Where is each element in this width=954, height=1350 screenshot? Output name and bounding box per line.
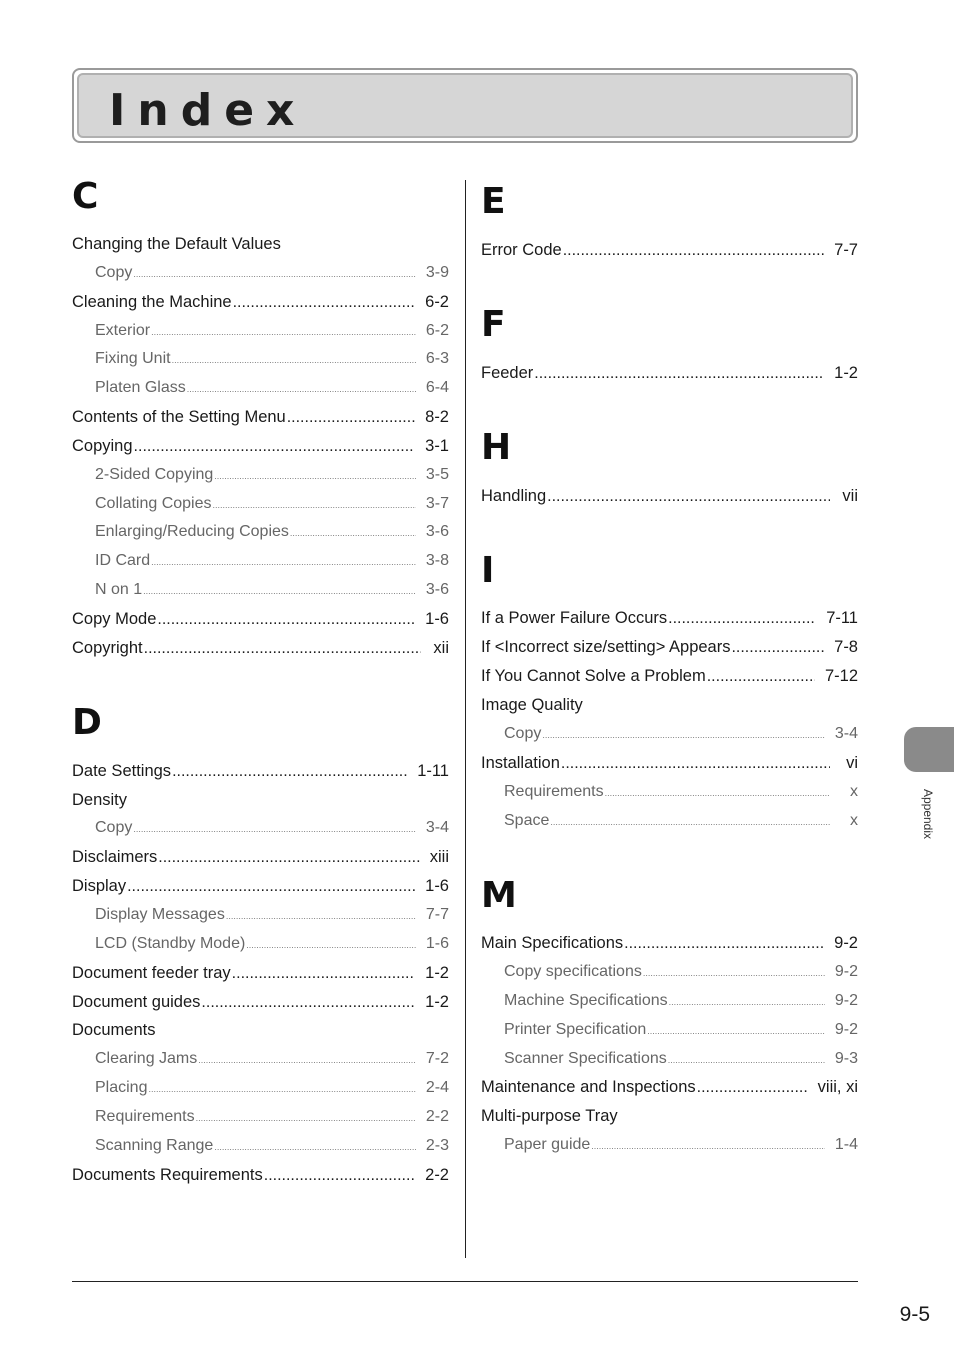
entry-page: 1-11 (417, 762, 449, 780)
leader-dots (668, 1047, 825, 1073)
entry-page: 2-3 (425, 1137, 449, 1154)
section-letter-i: I (481, 550, 495, 591)
entry-label: Scanner Specifications (504, 1050, 667, 1067)
leader-dots (158, 845, 419, 871)
entry-page: 6-4 (425, 379, 449, 396)
index-entry[interactable] (481, 360, 858, 386)
column-divider (465, 180, 466, 1258)
entry-label: Changing the Default Values (72, 235, 281, 253)
entry-label: Copy specifications (504, 963, 642, 980)
leader-dots (133, 261, 416, 287)
index-subentry[interactable] (95, 519, 449, 545)
index-entry[interactable] (72, 1162, 449, 1188)
entry-label: Requirements (504, 783, 604, 800)
leader-dots (697, 1075, 808, 1101)
index-subentry[interactable] (504, 1017, 858, 1043)
index-subentry[interactable] (95, 375, 449, 401)
index-subentry[interactable] (95, 462, 449, 488)
entry-label: 2-Sided Copying (95, 466, 214, 483)
index-subentry[interactable] (504, 808, 858, 834)
index-subentry[interactable] (95, 346, 449, 372)
index-entry[interactable] (481, 634, 858, 660)
entry-label: Disclaimers (72, 848, 158, 866)
entry-page: 3-6 (425, 523, 449, 540)
entry-page: 7-2 (425, 1050, 449, 1067)
entry-page: 3-1 (425, 437, 449, 455)
index-entry[interactable] (72, 787, 449, 813)
entry-page: 3-7 (425, 495, 449, 512)
index-subentry[interactable] (95, 260, 449, 286)
index-entry[interactable] (481, 483, 858, 509)
title-banner-inner (77, 73, 853, 138)
leader-dots (563, 238, 824, 264)
entry-page: 1-2 (425, 993, 449, 1011)
leader-dots (561, 751, 830, 777)
entry-page: 3-4 (425, 819, 449, 836)
entry-page: 3-8 (425, 552, 449, 569)
entry-label: Error Code (481, 241, 562, 259)
section-letter-h: H (481, 427, 512, 468)
entry-label: ID Card (95, 552, 151, 569)
leader-dots (151, 319, 416, 345)
entry-page: 1-2 (834, 364, 858, 382)
leader-dots (542, 722, 825, 748)
index-subentry[interactable] (504, 988, 858, 1014)
entry-label: Multi-purpose Tray (481, 1107, 618, 1125)
leader-dots (232, 961, 415, 987)
index-entry[interactable] (481, 1103, 858, 1129)
leader-dots (290, 520, 416, 546)
leader-dots (591, 1133, 825, 1159)
index-subentry[interactable] (504, 1046, 858, 1072)
index-entry[interactable] (72, 606, 449, 632)
leader-dots (127, 874, 415, 900)
leader-dots (157, 607, 415, 633)
index-subentry[interactable] (95, 1104, 449, 1130)
entry-label: Platen Glass (95, 379, 186, 396)
page-number: 9-5 (899, 1303, 930, 1326)
entry-label: Document feeder tray (72, 964, 231, 982)
index-entry[interactable] (72, 758, 449, 784)
entry-label: If <Incorrect size/setting> Appears (481, 638, 731, 656)
entry-label: Requirements (95, 1108, 195, 1125)
index-entry[interactable] (72, 844, 449, 870)
entry-page: 7-12 (824, 667, 858, 685)
entry-label: Documents Requirements (72, 1166, 263, 1184)
entry-label: Date Settings (72, 762, 172, 780)
index-entry[interactable] (481, 692, 858, 718)
entry-label: Feeder (481, 364, 534, 382)
section-letter-c: C (72, 176, 99, 217)
index-entry[interactable] (481, 1074, 858, 1100)
leader-dots (550, 809, 830, 835)
index-entry[interactable] (481, 930, 858, 956)
index-subentry[interactable] (504, 779, 858, 805)
leader-dots (133, 816, 416, 842)
leader-dots (605, 780, 830, 806)
index-subentry[interactable] (95, 902, 449, 928)
entry-label: Fixing Unit (95, 350, 171, 367)
entry-label: LCD (Standby Mode) (95, 935, 246, 952)
entry-label: Copy (504, 725, 542, 742)
index-subentry[interactable] (95, 548, 449, 574)
entry-label: Copy (95, 819, 133, 836)
entry-page: 1-4 (834, 1136, 858, 1153)
entry-label: Copy Mode (72, 610, 157, 628)
leader-dots (624, 931, 824, 957)
entry-page: 1-6 (425, 877, 449, 895)
index-subentry[interactable] (95, 491, 449, 517)
entry-label: If a Power Failure Occurs (481, 609, 668, 627)
entry-page: 9-2 (834, 1021, 858, 1038)
entry-page: 9-2 (834, 992, 858, 1009)
index-subentry[interactable] (95, 1075, 449, 1101)
entry-label: Copyright (72, 639, 143, 657)
entry-label: Scanning Range (95, 1137, 214, 1154)
entry-label: Exterior (95, 322, 151, 339)
leader-dots (214, 463, 416, 489)
leader-dots (264, 1163, 415, 1189)
leader-dots (707, 664, 815, 690)
entry-label: Machine Specifications (504, 992, 668, 1009)
entry-label: Display Messages (95, 906, 225, 923)
index-entry[interactable] (72, 404, 449, 430)
leader-dots (233, 290, 416, 316)
entry-page: 7-7 (834, 241, 858, 259)
entry-page: 7-7 (425, 906, 449, 923)
entry-label: Enlarging/Reducing Copies (95, 523, 289, 540)
section-letter-m: M (481, 875, 517, 916)
entry-label: Collating Copies (95, 495, 212, 512)
index-entry[interactable] (72, 433, 449, 459)
entry-page: 7-11 (826, 609, 858, 627)
index-subentry[interactable] (504, 721, 858, 747)
leader-dots (226, 903, 416, 929)
entry-label: Contents of the Setting Menu (72, 408, 286, 426)
entry-page: 9-2 (834, 963, 858, 980)
entry-page: x (850, 812, 858, 829)
index-entry[interactable] (481, 663, 858, 689)
entry-label: N on 1 (95, 581, 143, 598)
index-entry[interactable] (72, 231, 449, 257)
index-subentry[interactable] (95, 815, 449, 841)
entry-label: Density (72, 791, 128, 809)
leader-dots (143, 578, 416, 604)
entry-page: x (850, 783, 858, 800)
index-entry[interactable] (72, 1017, 449, 1043)
leader-dots (669, 989, 825, 1015)
section-letter-f: F (481, 304, 506, 345)
entry-label: Image Quality (481, 696, 583, 714)
entry-label: Copy (95, 264, 133, 281)
entry-page: 9-3 (834, 1050, 858, 1067)
entry-page: 2-4 (425, 1079, 449, 1096)
entry-label: If You Cannot Solve a Problem (481, 667, 706, 685)
leader-dots (246, 932, 416, 958)
entry-page: 6-2 (425, 293, 449, 311)
index-entry[interactable] (72, 635, 449, 661)
entry-page: 6-3 (425, 350, 449, 367)
entry-label: Main Specifications (481, 934, 624, 952)
leader-dots (144, 636, 421, 662)
leader-dots (647, 1018, 825, 1044)
section-letter-d: D (72, 702, 102, 743)
entry-page: 1-2 (425, 964, 449, 982)
index-entry[interactable] (72, 960, 449, 986)
leader-dots (148, 1076, 415, 1102)
entry-page: vi (846, 754, 858, 772)
entry-label: Copying (72, 437, 133, 455)
entry-page: 3-9 (425, 264, 449, 281)
index-entry[interactable] (72, 873, 449, 899)
leader-dots (196, 1105, 416, 1131)
index-entry[interactable] (481, 750, 858, 776)
title-banner (72, 68, 858, 143)
leader-dots (198, 1047, 416, 1073)
leader-dots (534, 361, 824, 387)
entry-page: 1-6 (425, 610, 449, 628)
entry-label: Maintenance and Inspections (481, 1078, 696, 1096)
leader-dots (151, 549, 416, 575)
entry-label: Space (504, 812, 550, 829)
entry-page: xii (433, 639, 449, 657)
entry-page: 7-8 (834, 638, 858, 656)
entry-page: 6-2 (425, 322, 449, 339)
entry-page: 9-2 (834, 934, 858, 952)
entry-page: 3-5 (425, 466, 449, 483)
entry-page: 2-2 (425, 1108, 449, 1125)
entry-page: vii (842, 487, 858, 505)
entry-label: Installation (481, 754, 560, 772)
index-subentry[interactable] (95, 318, 449, 344)
index-subentry[interactable] (95, 1046, 449, 1072)
leader-dots (643, 960, 825, 986)
appendix-tab[interactable] (904, 727, 954, 772)
entry-label: Documents (72, 1021, 156, 1039)
appendix-tab-label: Appendix (921, 788, 935, 840)
leader-dots (172, 347, 416, 373)
index-entry[interactable] (72, 989, 449, 1015)
leader-dots (187, 376, 416, 402)
leader-dots (213, 492, 416, 518)
entry-label: Paper guide (504, 1136, 591, 1153)
entry-page: 2-2 (425, 1166, 449, 1184)
index-subentry[interactable] (504, 959, 858, 985)
leader-dots (134, 434, 416, 460)
leader-dots (214, 1134, 416, 1160)
leader-dots (668, 606, 816, 632)
page-title: Index (109, 85, 307, 136)
index-entry[interactable] (481, 237, 858, 263)
entry-label: Clearing Jams (95, 1050, 198, 1067)
entry-label: Placing (95, 1079, 148, 1096)
entry-page: xiii (429, 848, 449, 866)
entry-page: 3-4 (834, 725, 858, 742)
entry-label: Cleaning the Machine (72, 293, 232, 311)
section-letter-e: E (481, 181, 506, 222)
entry-label: Printer Specification (504, 1021, 647, 1038)
index-entry[interactable] (72, 289, 449, 315)
leader-dots (201, 990, 415, 1016)
entry-label: Display (72, 877, 127, 895)
leader-dots (287, 405, 415, 431)
leader-dots (547, 484, 830, 510)
leader-dots (731, 635, 824, 661)
entry-page: 1-6 (425, 935, 449, 952)
entry-page: 8-2 (425, 408, 449, 426)
entry-page: 3-6 (425, 581, 449, 598)
leader-dots (172, 759, 407, 785)
index-subentry[interactable] (504, 1132, 858, 1158)
entry-label: Handling (481, 487, 547, 505)
entry-page: viii, xi (817, 1078, 858, 1096)
index-subentry[interactable] (95, 1133, 449, 1159)
index-subentry[interactable] (95, 577, 449, 603)
index-entry[interactable] (481, 605, 858, 631)
footer-rule (72, 1281, 858, 1282)
entry-label: Document guides (72, 993, 201, 1011)
index-subentry[interactable] (95, 931, 449, 957)
